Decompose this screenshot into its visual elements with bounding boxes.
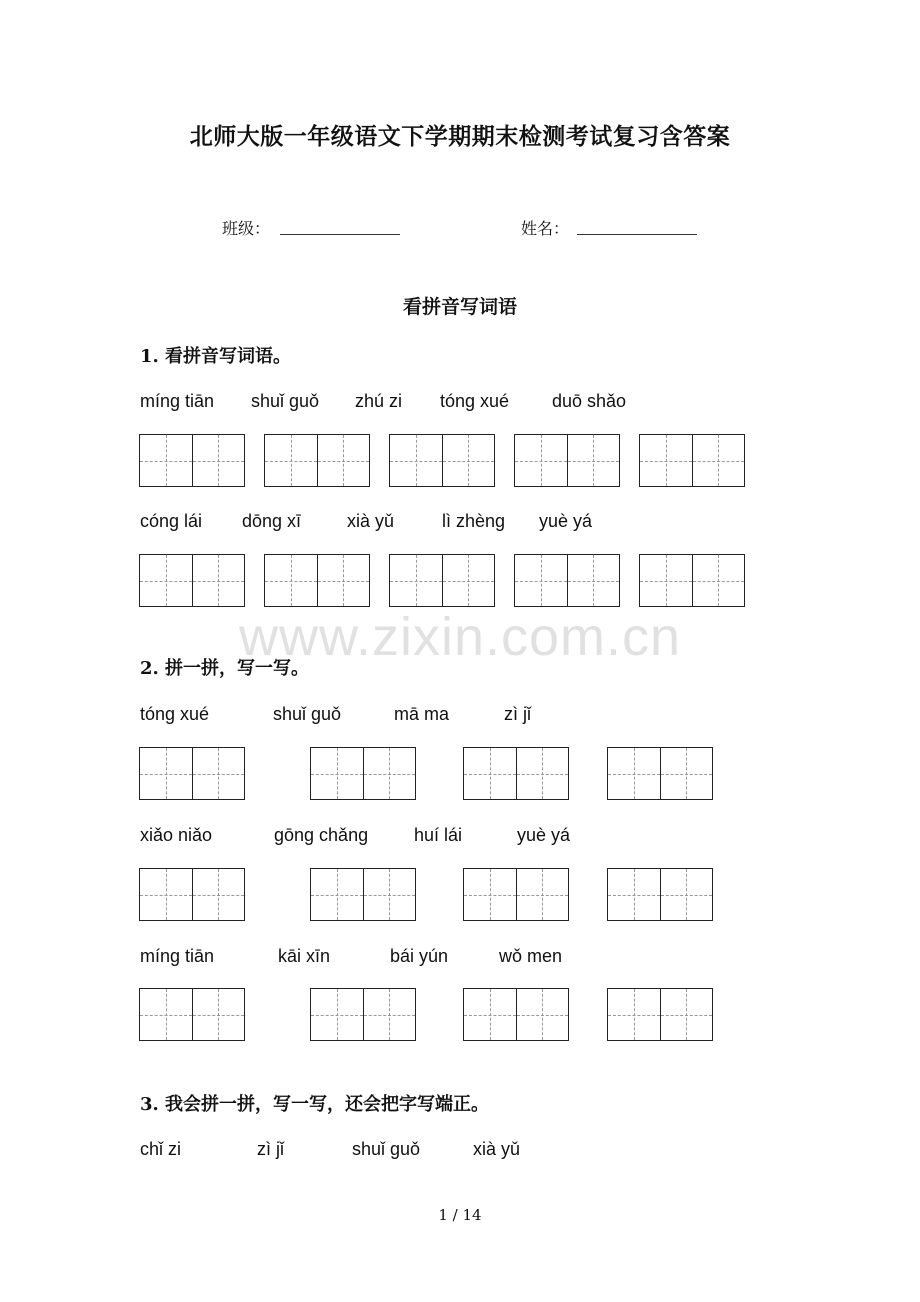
writing-box[interactable] (310, 747, 416, 800)
name-blank-line[interactable] (577, 234, 697, 235)
class-label: 班级： (222, 219, 271, 238)
class-blank-line[interactable] (280, 234, 400, 235)
pinyin: bái yún (390, 946, 449, 966)
writing-box[interactable] (389, 554, 495, 607)
writing-box[interactable] (607, 747, 713, 800)
writing-box[interactable] (264, 434, 370, 487)
pinyin: huí lái (414, 825, 463, 845)
pinyin: tóng xué (140, 704, 210, 724)
pinyin: tóng xué (440, 391, 510, 411)
pinyin: chǐ zi (140, 1139, 182, 1159)
writing-box[interactable] (639, 434, 745, 487)
writing-box[interactable] (639, 554, 745, 607)
writing-box[interactable] (139, 434, 245, 487)
question-1-title: 1. 看拼音写词语。 (140, 346, 292, 367)
pinyin: duō shǎo (552, 391, 627, 411)
pinyin: shuǐ guǒ (251, 391, 320, 411)
writing-box[interactable] (607, 868, 713, 921)
pinyin: kāi xīn (278, 946, 331, 966)
pinyin: zì jǐ (504, 704, 531, 724)
pinyin: wǒ men (499, 946, 563, 966)
watermark: www.zixin.com.cn (238, 607, 682, 667)
pinyin: míng tiān (140, 946, 215, 966)
pinyin: shuǐ guǒ (352, 1139, 421, 1159)
pinyin: xià yǔ (347, 511, 395, 531)
name-label: 姓名： (521, 219, 570, 238)
page-number: 1 / 14 (438, 1206, 482, 1224)
writing-box[interactable] (139, 554, 245, 607)
pinyin: yuè yá (539, 511, 593, 531)
writing-box[interactable] (310, 868, 416, 921)
writing-box[interactable] (463, 868, 569, 921)
writing-box[interactable] (514, 554, 620, 607)
writing-box[interactable] (463, 747, 569, 800)
writing-box[interactable] (310, 988, 416, 1041)
writing-box[interactable] (607, 988, 713, 1041)
pinyin: yuè yá (517, 825, 571, 845)
writing-box[interactable] (514, 434, 620, 487)
pinyin: gōng chǎng (274, 825, 369, 845)
section-title: 看拼音写词语 (402, 296, 517, 318)
writing-box[interactable] (264, 554, 370, 607)
pinyin: cóng lái (140, 511, 203, 531)
pinyin: zhú zi (355, 391, 403, 411)
pinyin: xiǎo niǎo (140, 825, 213, 845)
document-title: 北师大版一年级语文下学期期末检测考试复习含答案 (189, 123, 731, 150)
question-2-title: 2. 拼一拼，写一写。 (140, 658, 310, 679)
pinyin: zì jǐ (257, 1139, 284, 1159)
pinyin: dōng xī (242, 511, 302, 531)
pinyin: shuǐ guǒ (273, 704, 342, 724)
pinyin: lì zhèng (442, 511, 506, 531)
pinyin: xià yǔ (473, 1139, 521, 1159)
writing-box[interactable] (463, 988, 569, 1041)
writing-box[interactable] (139, 988, 245, 1041)
writing-box[interactable] (389, 434, 495, 487)
writing-box[interactable] (139, 868, 245, 921)
pinyin: míng tiān (140, 391, 215, 411)
question-3-title: 3. 我会拼一拼，写一写，还会把字写端正。 (140, 1094, 490, 1115)
writing-box[interactable] (139, 747, 245, 800)
pinyin: mā ma (394, 704, 450, 724)
